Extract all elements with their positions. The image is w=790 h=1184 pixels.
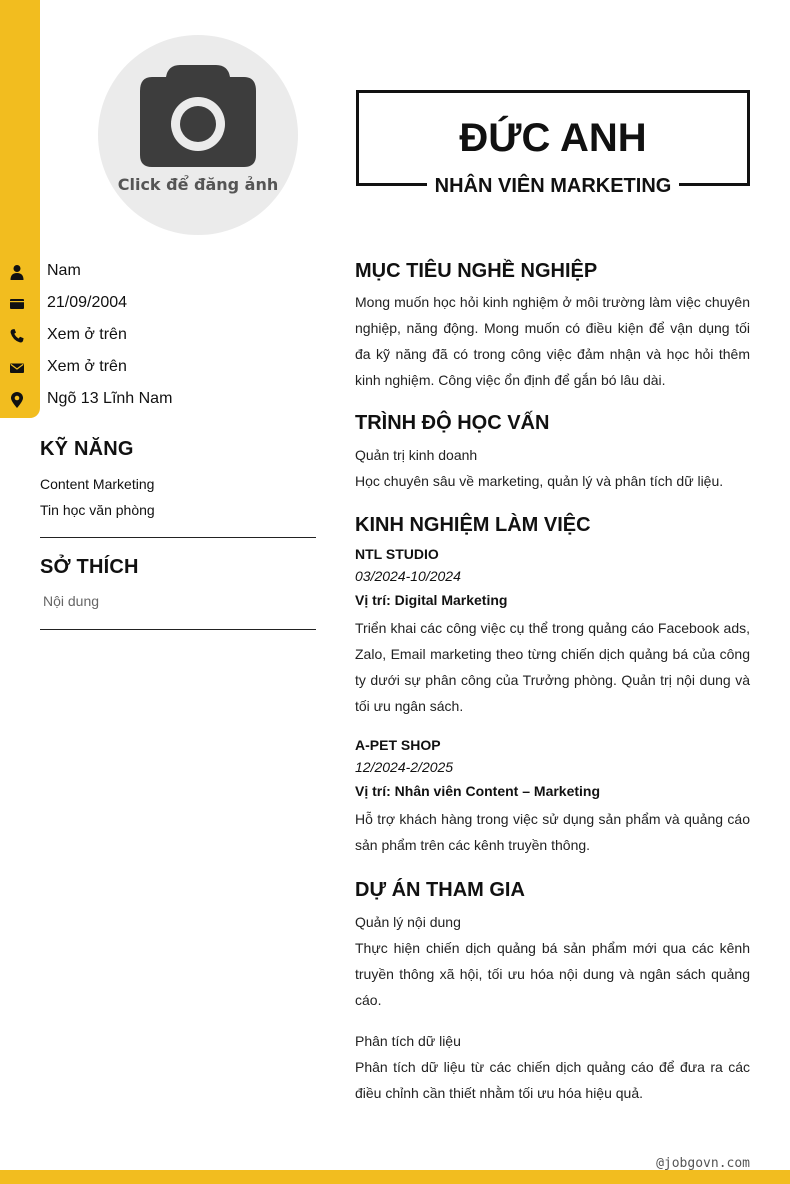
avatar-upload-caption: Click để đăng ảnh xyxy=(117,175,279,194)
job-description: Hỗ trợ khách hàng trong việc sử dụng sản phẩm và quảng cáo sản phẩm trên các kênh truyền thông. xyxy=(355,811,750,853)
project-name: Phân tích dữ liệu xyxy=(355,1033,461,1049)
education-section xyxy=(355,412,750,494)
contact-birthday xyxy=(0,290,320,322)
education-detail: Học chuyên sâu về marketing, quản lý và phân tích dữ liệu. xyxy=(355,473,724,489)
objective-title: MỤC TIÊU NGHỀ NGHIỆP xyxy=(355,260,598,282)
project-description: Phân tích dữ liệu từ các chiến dịch quảng cáo để đưa ra các điều chỉnh cần thiết nhằm tối ưu hóa hiệu quả. xyxy=(355,1059,750,1101)
project-description: Thực hiện chiến dịch quảng bá sản phẩm mới qua các kênh truyền thông xã hội, tối ưu hóa nội dung và ngân sách quảng cáo. xyxy=(355,940,750,1008)
hobby-item: Nội dung xyxy=(43,593,100,609)
person-icon xyxy=(9,264,25,280)
name-header-box xyxy=(356,90,750,197)
objective-section xyxy=(355,260,750,393)
job-title: NHÂN VIÊN MARKETING xyxy=(427,175,680,197)
hobbies-title: SỞ THÍCH xyxy=(40,556,139,578)
contact-address-value: Ngõ 13 Lĩnh Nam xyxy=(47,390,173,407)
experience-title: KINH NGHIỆM LÀM VIỆC xyxy=(355,514,591,536)
accent-bottom-bar xyxy=(0,1170,790,1184)
hobbies-section xyxy=(40,556,316,609)
skill-item: Content Marketing xyxy=(40,476,155,492)
projects-title: DỰ ÁN THAM GIA xyxy=(355,879,525,901)
projects-section xyxy=(355,879,750,1106)
contact-gender-value: Nam xyxy=(47,262,81,279)
contact-email-value: Xem ở trên xyxy=(47,358,127,375)
skills-title: KỸ NĂNG xyxy=(40,438,134,460)
contact-gender xyxy=(0,258,320,290)
company-name: NTL STUDIO xyxy=(355,546,439,562)
mail-icon xyxy=(9,360,25,376)
project-name: Quản lý nội dung xyxy=(355,914,461,930)
location-pin-icon xyxy=(9,392,25,408)
experience-entry xyxy=(355,544,750,719)
skills-section xyxy=(40,438,316,520)
camera-icon xyxy=(136,63,260,171)
job-position: Vị trí: Digital Marketing xyxy=(355,592,508,608)
contact-phone xyxy=(0,322,320,354)
calendar-icon xyxy=(9,296,25,312)
contact-email xyxy=(0,354,320,386)
objective-text: Mong muốn học hỏi kinh nghiệm ở môi trường làm việc chuyên nghiệp, năng động. Mong muốn có điều kiện để vận dụng tối đa kỹ năng đã có trong công việc đảm nhận và học hỏi thêm kinh nghiệm. Công việc ổn định để gắn bó lâu dài. xyxy=(355,294,750,388)
education-title: TRÌNH ĐỘ HỌC VẤN xyxy=(355,412,550,434)
hobbies-divider xyxy=(40,629,316,630)
job-position: Vị trí: Nhân viên Content – Marketing xyxy=(355,783,601,799)
project-entry xyxy=(355,909,750,1013)
skills-divider xyxy=(40,537,316,538)
job-period: 12/2024-2/2025 xyxy=(355,759,454,775)
skill-item: Tin học văn phòng xyxy=(40,502,155,518)
experience-section xyxy=(355,514,750,858)
experience-entry xyxy=(355,735,750,858)
contact-list xyxy=(0,258,320,418)
company-name: A-PET SHOP xyxy=(355,737,441,753)
full-name: ĐỨC ANH xyxy=(459,116,647,160)
job-description: Triển khai các công việc cụ thể trong quảng cáo Facebook ads, Zalo, Email marketing theo từng chiến dịch quảng bá của công ty dưới sự phân công của Trưởng phòng. Quản trị nội dung và tối ưu ngân sách. xyxy=(355,620,750,714)
contact-address xyxy=(0,386,320,418)
job-period: 03/2024-10/2024 xyxy=(355,568,461,584)
watermark: @jobgovn.com xyxy=(656,1156,750,1171)
project-entry xyxy=(355,1028,750,1106)
avatar-upload[interactable] xyxy=(98,35,298,235)
education-major: Quản trị kinh doanh xyxy=(355,447,478,463)
contact-phone-value: Xem ở trên xyxy=(47,326,127,343)
contact-birthday-value: 21/09/2004 xyxy=(47,294,128,311)
phone-icon xyxy=(9,328,25,344)
